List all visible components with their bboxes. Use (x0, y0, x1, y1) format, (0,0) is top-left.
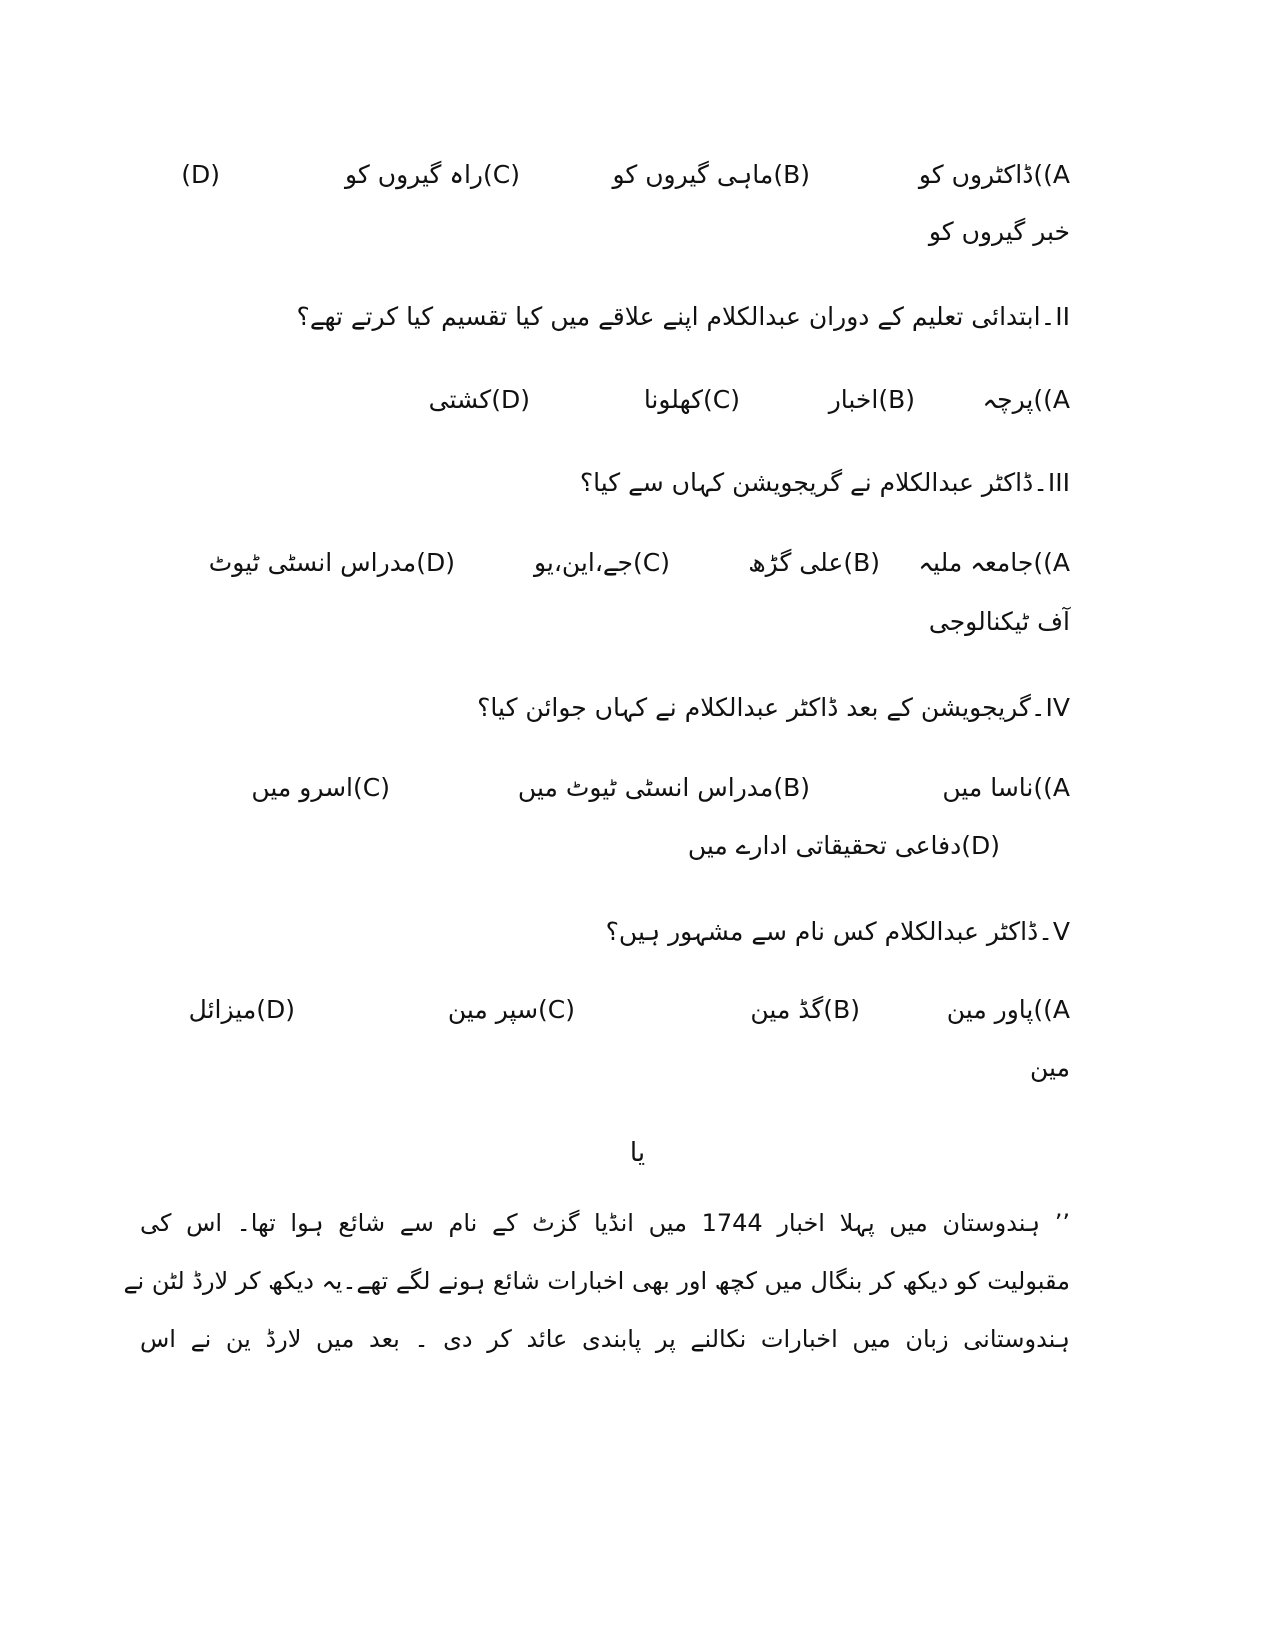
q4-option-a: A))ناسا میں (942, 773, 1070, 802)
q4-option-c: (C)اسرو میں (251, 773, 390, 802)
q3-option-d: (D)مدراس انسٹی ٹیوٹ (208, 548, 455, 577)
q3-option-b: (B)علی گڑھ (748, 548, 880, 577)
q4-option-d: (D)دفاعی تحقیقاتی ادارے میں (687, 831, 1000, 860)
q5-question: V۔ڈاکٹر عبدالکلام کس نام سے مشہور ہیں؟ (605, 917, 1070, 946)
q1-option-c: (C)راہ گیروں کو (344, 160, 520, 189)
q4-option-b: (B)مدراس انسٹی ٹیوٹ میں (517, 773, 810, 802)
q5-option-d: (D)میزائل (188, 995, 295, 1024)
q1-option-d-continued: خبر گیروں کو (928, 217, 1070, 246)
q2-option-d: (D)کشتی (428, 385, 530, 414)
q2-option-c: (C)کھلونا (643, 385, 740, 414)
q1-option-d: (D) (181, 160, 220, 189)
q5-option-d-continued: مین (1030, 1053, 1070, 1082)
q3-option-d-continued: آف ٹیکنالوجی (928, 607, 1070, 636)
q2-question: II۔ابتدائی تعلیم کے دوران عبدالکلام اپنے علاقے میں کیا تقسیم کیا کرتے تھے؟ (296, 302, 1070, 331)
q5-option-b: (B)گڈ مین (750, 995, 860, 1024)
q3-option-c: (C)جے،این،یو (533, 548, 670, 577)
passage-line-1: ’’ ہندوستان میں پہلا اخبار 1744 میں انڈیا گزٹ کے نام سے شائع ہوا تھا۔ اس کی (140, 1209, 1070, 1237)
q1-option-a: A))ڈاکٹروں کو (918, 160, 1070, 189)
q3-option-a: A))جامعہ ملیہ (918, 548, 1070, 577)
q1-option-b: (B)ماہی گیروں کو (612, 160, 810, 189)
q4-question: IV۔گریجویشن کے بعد ڈاکٹر عبدالکلام نے کہاں جوائن کیا؟ (477, 693, 1070, 722)
q5-option-c: (C)سپر مین (447, 995, 575, 1024)
passage-line-3: ہندوستانی زبان میں اخبارات نکالنے پر پابندی عائد کر دی ۔ بعد میں لارڈ ین نے اس (140, 1325, 1070, 1353)
q5-option-a: A))پاور مین (946, 995, 1070, 1024)
separator-ya: یا (629, 1138, 646, 1168)
q2-option-a: A))پرچہ (982, 385, 1070, 414)
q3-question: III۔ڈاکٹر عبدالکلام نے گریجویشن کہاں سے کیا؟ (579, 468, 1070, 497)
q2-option-b: (B)اخبار (828, 385, 915, 414)
passage-line-2: مقبولیت کو دیکھ کر بنگال میں کچھ اور بھی اخبارات شائع ہونے لگے تھے۔یہ دیکھ کر لارڈ لٹن نے (123, 1267, 1070, 1295)
